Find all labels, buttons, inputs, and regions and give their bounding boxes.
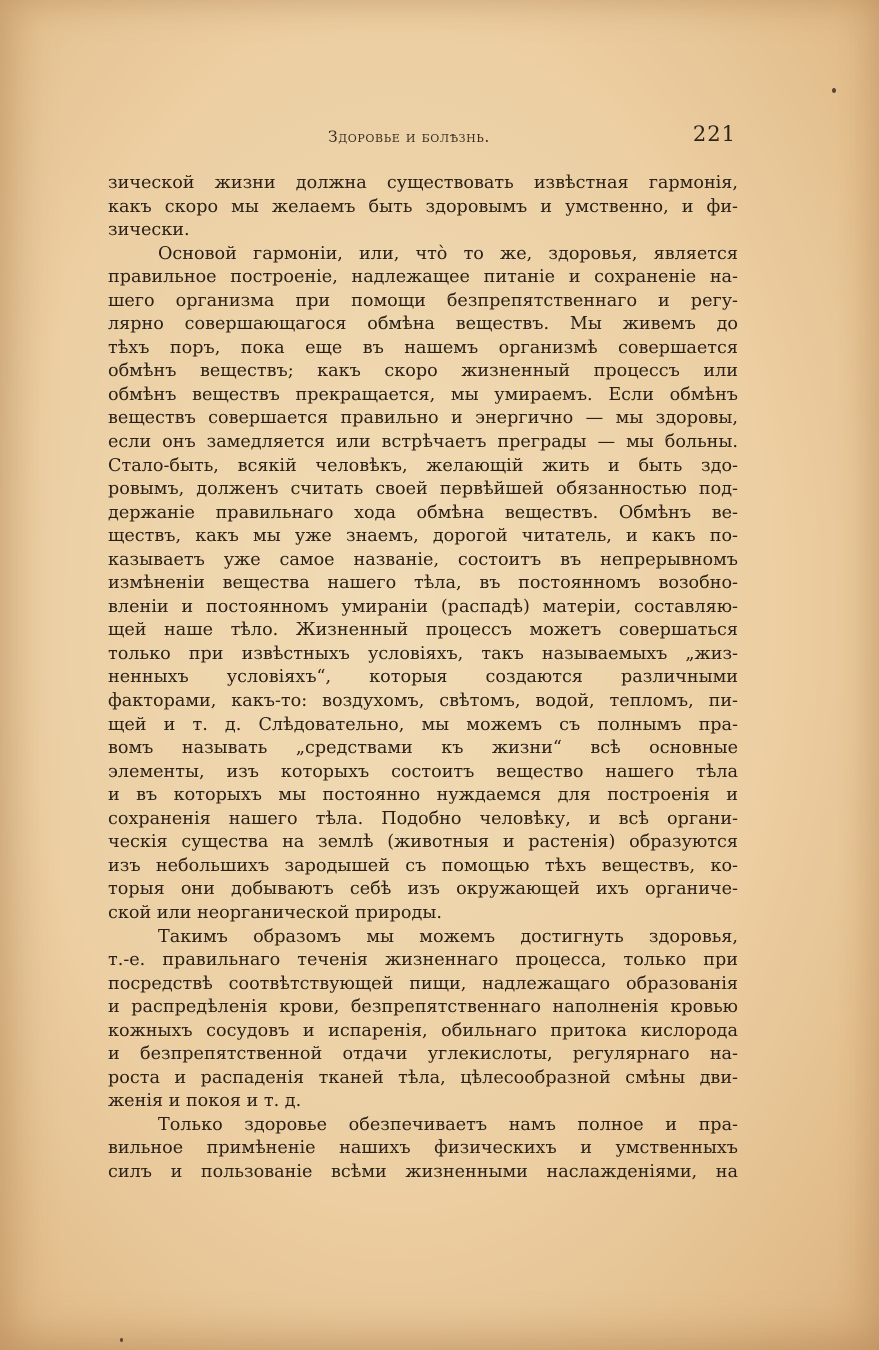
text-line: казываетъ уже самое названіе, состоитъ въ непрерывномъ bbox=[108, 549, 738, 570]
text-line: сохраненія нашего тѣла. Подобно человѣку, и всѣ органи- bbox=[108, 808, 738, 829]
text-line: щей наше тѣло. Жизненный процессъ можетъ совершаться bbox=[108, 620, 738, 641]
text-line: и безпрепятственной отдачи углекислоты, регулярнаго на- bbox=[108, 1044, 738, 1065]
text-line: силъ и пользованіе всѣми жизненными наслажденіями, на bbox=[108, 1161, 738, 1182]
text-line: вомъ называть „средствами къ жизни“ всѣ основные bbox=[108, 738, 738, 759]
paper-spot bbox=[832, 88, 836, 93]
text-line: вленіи и постоянномъ умираніи (распадѣ) матеріи, составляю- bbox=[108, 596, 738, 617]
page-header bbox=[108, 122, 740, 152]
text-line: Основой гармоніи, или, что̀ то же, здоровья, является bbox=[158, 243, 738, 264]
text-line: торыя они добываютъ себѣ изъ окружающей ихъ органиче- bbox=[108, 879, 738, 900]
text-line: зической жизни должна существовать извѣстная гармонія, bbox=[108, 173, 738, 193]
text-line: лярно совершающагося обмѣна веществъ. Мы живемъ до bbox=[108, 314, 738, 335]
text-line: если онъ замедляется или встрѣчаетъ преграды — мы больны. bbox=[108, 432, 738, 453]
text-line: ненныхъ условіяхъ“, которыя создаются различными bbox=[108, 667, 738, 688]
text-line: и въ которыхъ мы постоянно нуждаемся для построенія и bbox=[108, 785, 738, 806]
text-line: щей и т. д. Слѣдовательно, мы можемъ съ полнымъ пра- bbox=[108, 714, 738, 735]
text-line: вильное примѣненіе нашихъ физическихъ и умственныхъ bbox=[108, 1138, 738, 1159]
body-text bbox=[108, 172, 738, 1185]
text-line: Такимъ образомъ мы можемъ достигнуть здоровья, bbox=[158, 926, 738, 947]
text-line: правильное построеніе, надлежащее питаніе и сохраненіе на- bbox=[108, 267, 738, 288]
text-line: какъ скоро мы желаемъ быть здоровымъ и умственно, и фи- bbox=[108, 196, 738, 217]
text-line: ческія существа на землѣ (животныя и растенія) образуются bbox=[108, 832, 738, 853]
running-title: Здоровье и болѣзнь. bbox=[328, 128, 490, 146]
text-line: факторами, какъ-то: воздухомъ, свѣтомъ, водой, тепломъ, пи- bbox=[108, 691, 738, 712]
text-line: изъ небольшихъ зародышей съ помощью тѣхъ веществъ, ко- bbox=[108, 855, 738, 876]
paper-spot bbox=[120, 1338, 123, 1342]
text-line: кожныхъ сосудовъ и испаренія, обильнаго притока кислорода bbox=[108, 1020, 738, 1041]
text-line: обмѣнъ веществъ; какъ скоро жизненный процессъ или bbox=[108, 361, 738, 382]
text-line: обмѣнъ веществъ прекращается, мы умираемъ. Если обмѣнъ bbox=[108, 384, 738, 405]
text-line: только при извѣстныхъ условіяхъ, такъ называемыхъ „жиз- bbox=[108, 643, 738, 664]
text-line: ской или неорганической природы. bbox=[108, 902, 442, 923]
text-line: посредствѣ соотвѣтствующей пищи, надлежащаго образованія bbox=[108, 973, 738, 994]
text-line: шего организма при помощи безпрепятственнаго и регу- bbox=[108, 290, 738, 311]
text-line: т.-е. правильнаго теченія жизненнаго процесса, только при bbox=[108, 950, 738, 971]
text-line: Стало-быть, всякій человѣкъ, желающій жить и быть здо- bbox=[108, 455, 738, 476]
text-line: ществъ, какъ мы уже знаемъ, дорогой читатель, и какъ по- bbox=[108, 526, 738, 547]
text-line: тѣхъ поръ, пока еще въ нашемъ организмѣ совершается bbox=[108, 337, 738, 358]
text-line: измѣненіи вещества нашего тѣла, въ постоянномъ возобно- bbox=[108, 573, 738, 594]
text-line: элементы, изъ которыхъ состоитъ вещество нашего тѣла bbox=[108, 761, 738, 782]
text-line: Только здоровье обезпечиваетъ намъ полное и пра- bbox=[158, 1114, 738, 1135]
text-line: ровымъ, долженъ считать своей первѣйшей обязанностью под- bbox=[108, 479, 738, 500]
text-line: зически. bbox=[108, 220, 190, 241]
text-line: роста и распаденія тканей тѣла, цѣлесообразной смѣны дви- bbox=[108, 1067, 738, 1088]
text-line: веществъ совершается правильно и энергично — мы здоровы, bbox=[108, 408, 738, 429]
text-line: и распредѣленія крови, безпрепятственнаго наполненія кровью bbox=[108, 997, 738, 1018]
page-number: 221 bbox=[692, 122, 736, 146]
text-line: держаніе правильнаго хода обмѣна веществъ. Обмѣнъ ве- bbox=[108, 502, 738, 523]
text-line: женія и покоя и т. д. bbox=[108, 1091, 302, 1112]
